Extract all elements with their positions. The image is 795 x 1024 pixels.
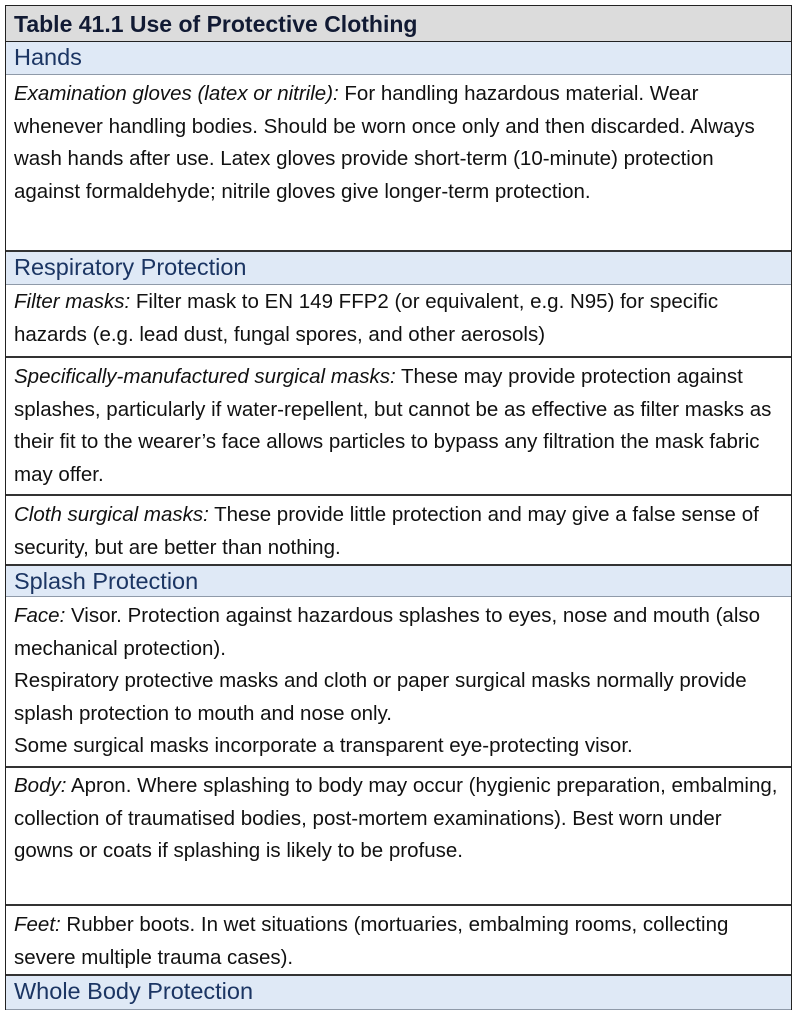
row-text: Visor. Protection against hazardous splashes to eyes, nose and mouth (also mechanical protection). [14,604,761,660]
row-label: Body: [14,774,67,797]
table-row-feet [6,906,791,976]
row-label: Feet: [14,913,61,936]
section-heading-splash: Splash Protection [6,566,791,597]
row-text: Apron. Where splashing to body may occur (hygienic preparation, embalming, collection of traumatised bodies, post-mortem examinations). Best worn under gowns or coats if splashing is likely to be profuse. [14,774,778,862]
section-heading-respiratory: Respiratory Protection [6,252,791,285]
section-heading-whole-body: Whole Body Protection [6,976,791,1010]
row-label: Filter masks: [14,290,131,313]
row-label: Examination gloves (latex or nitrile): [14,82,339,105]
table-row-face [6,597,791,768]
row-label: Face: [14,604,66,627]
table-row-cloth-masks [6,496,791,566]
protective-clothing-table [5,5,792,1010]
row-text: Some surgical masks incorporate a transparent eye-protecting visor. [14,734,633,757]
row-text: Respiratory protective masks and cloth or paper surgical masks normally provide splash protection to mouth and nose only. [14,669,747,725]
table-row-body [6,768,791,906]
row-text: Rubber boots. In wet situations (mortuaries, embalming rooms, collecting severe multiple trauma cases). [14,913,729,969]
table-row-examination-gloves [6,75,791,252]
row-text: For handling hazardous material. Wear whenever handling bodies. Should be worn once only and then discarded. Always wash hands after use. Latex gloves provide short-term (10-minute) protection against formaldehyde; nitrile gloves give longer-term protection. [14,82,755,203]
row-label: Specifically-manufactured surgical masks: [14,365,396,388]
table-row-filter-masks [6,285,791,358]
section-heading-hands: Hands [6,42,791,75]
row-text: These may provide protection against splashes, particularly if water-repellent, but cannot be as effective as filter masks as their fit to the wearer’s face allows particles to bypass any filtration the mask fabric may offer. [14,365,772,486]
row-label: Cloth surgical masks: [14,503,209,526]
row-text: These provide little protection and may give a false sense of security, but are better than nothing. [14,503,759,559]
table-row-surgical-masks [6,358,791,496]
table-title: Table 41.1 Use of Protective Clothing [6,6,791,42]
row-text: Filter mask to EN 149 FFP2 (or equivalent, e.g. N95) for specific hazards (e.g. lead dust, fungal spores, and other aerosols) [14,290,719,346]
